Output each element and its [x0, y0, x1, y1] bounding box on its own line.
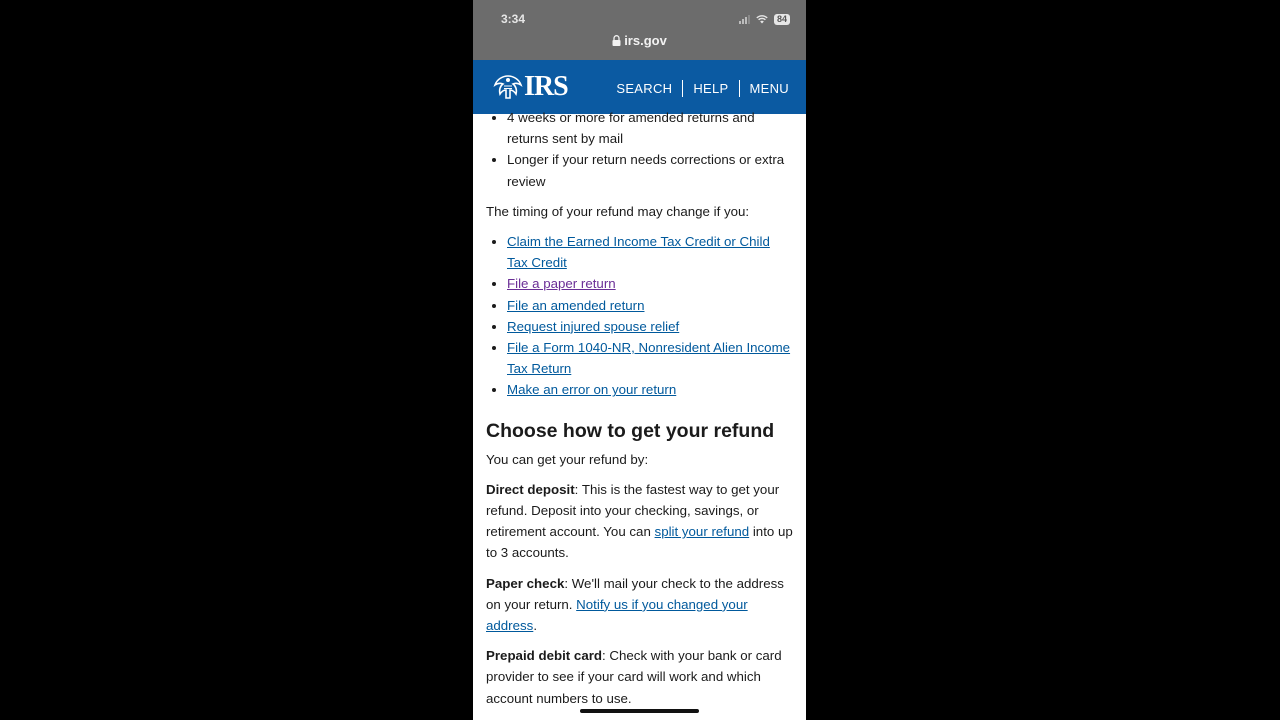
- prepaid-card-label: Prepaid debit card: [486, 648, 603, 664]
- injured-spouse-link[interactable]: Request injured spouse relief: [507, 318, 680, 334]
- paper-check-label: Paper check: [486, 575, 565, 591]
- eitc-ctc-link[interactable]: Claim the Earned Income Tax Credit or Child Tax Credit: [507, 234, 770, 271]
- url-text: irs.gov: [624, 33, 667, 48]
- prepaid-card-paragraph: [486, 645, 793, 709]
- direct-deposit-label: Direct deposit: [486, 481, 575, 497]
- amended-return-link[interactable]: File an amended return: [507, 297, 645, 313]
- lock-icon: [612, 35, 621, 46]
- page-content: [486, 107, 793, 709]
- list-item: [507, 316, 793, 337]
- list-item: • Longer if your return needs corrections or extra review: [507, 149, 793, 191]
- nav-help[interactable]: HELP: [693, 81, 729, 96]
- list-item: [507, 273, 793, 294]
- section-intro: You can get your refund by:: [486, 451, 649, 467]
- status-bar: [473, 0, 806, 60]
- battery-indicator: 84: [774, 14, 790, 25]
- irs-logo[interactable]: [493, 72, 568, 102]
- nav-search[interactable]: SEARCH: [616, 81, 673, 96]
- paper-check-text-after: .: [533, 618, 538, 634]
- header-nav: [616, 80, 789, 97]
- split-refund-link[interactable]: split your refund: [654, 524, 750, 540]
- nav-menu[interactable]: MENU: [749, 81, 789, 96]
- list-item: [507, 337, 793, 379]
- status-time: 3:34: [501, 12, 526, 26]
- wifi-icon: [756, 14, 768, 24]
- nav-divider: [739, 80, 740, 97]
- paper-check-text: : We'll mail your check to the address on your return.: [486, 575, 784, 612]
- list-item: [507, 231, 793, 273]
- change-address-link[interactable]: Notify us if you changed your address: [486, 596, 748, 634]
- status-icons: [739, 12, 790, 26]
- list-item: • 4 weeks or more for amended returns and returns sent by mail: [507, 107, 793, 149]
- form-1040nr-link[interactable]: File a Form 1040-NR, Nonresident Alien Income Tax Return: [507, 340, 791, 377]
- nav-divider: [682, 80, 683, 97]
- list-item: [507, 379, 793, 400]
- refund-time-list: [486, 107, 793, 192]
- direct-deposit-paragraph: [486, 479, 793, 564]
- error-on-return-link[interactable]: Make an error on your return: [507, 382, 677, 398]
- home-indicator[interactable]: [580, 709, 699, 713]
- timing-links-list: [486, 231, 793, 401]
- url-bar[interactable]: [473, 33, 806, 48]
- prepaid-card-text: : Check with your bank or card provider to see if your card will work and which account numbers to use.: [486, 648, 782, 706]
- irs-header: [473, 60, 806, 114]
- paper-return-link[interactable]: File a paper return: [507, 276, 616, 292]
- direct-deposit-text-after: into up to 3 accounts.: [486, 524, 793, 561]
- list-item: [507, 295, 793, 316]
- direct-deposit-text: : This is the fastest way to get your refund. Deposit into your checking, savings, or retirement account. You can: [486, 481, 780, 540]
- paper-check-paragraph: [486, 573, 793, 637]
- signal-icon: [739, 14, 750, 24]
- logo-text: IRS: [524, 71, 568, 102]
- phone-screen: [473, 0, 806, 720]
- eagle-logo-icon: [493, 73, 523, 101]
- section-heading: Choose how to get your refund: [486, 419, 775, 442]
- timing-intro: The timing of your refund may change if you:: [486, 203, 750, 219]
